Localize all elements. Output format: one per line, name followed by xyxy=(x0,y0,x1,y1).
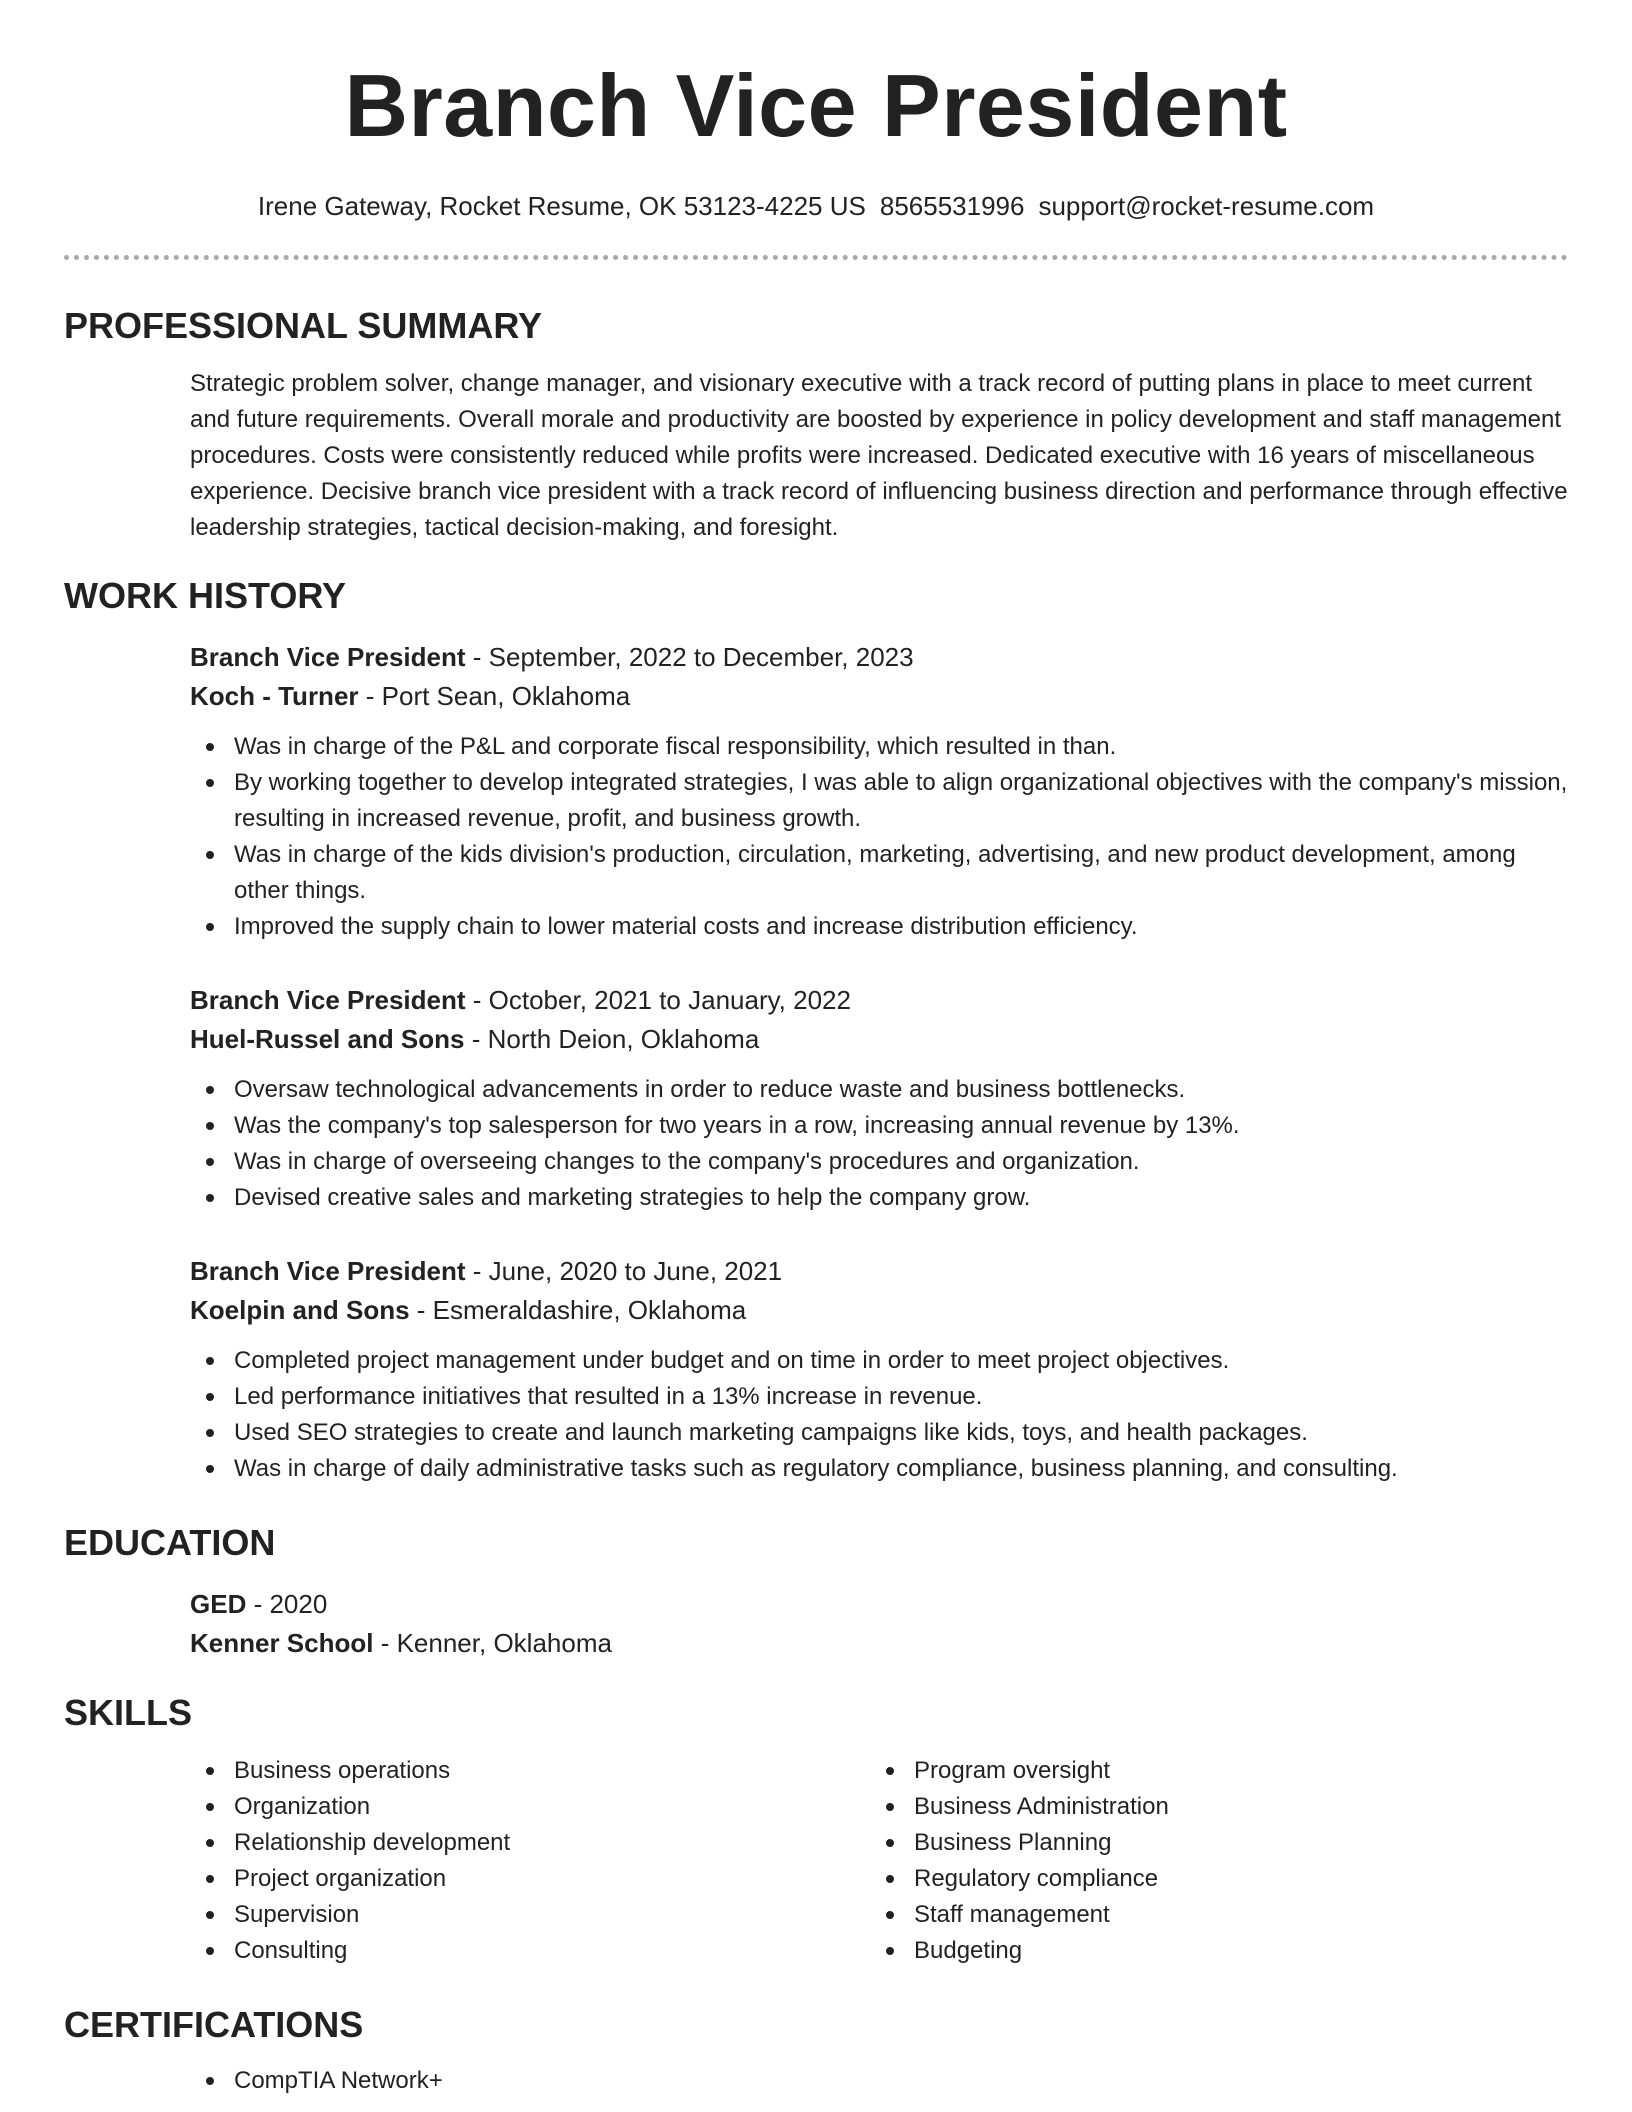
job-location: - Port Sean, Oklahoma xyxy=(358,681,631,711)
job-bullet: Oversaw technological advancements in order to reduce waste and business bottlenecks. xyxy=(190,1072,1568,1108)
certifications-heading: CERTIFICATIONS xyxy=(64,2004,364,2045)
job-dates: - June, 2020 to June, 2021 xyxy=(465,1256,783,1286)
education-heading: EDUCATION xyxy=(64,1522,276,1563)
job-bullet: Was in charge of the P&L and corporate fiscal responsibility, which resulted in than. xyxy=(190,729,1568,765)
skills-column-right xyxy=(870,1753,1169,1969)
job-bullet: Improved the supply chain to lower material costs and increase distribution efficiency. xyxy=(190,909,1568,945)
skill-item: Organization xyxy=(190,1789,870,1825)
education-year: - 2020 xyxy=(246,1589,328,1619)
skill-item: Staff management xyxy=(870,1897,1169,1933)
education-location: - Kenner, Oklahoma xyxy=(373,1628,612,1658)
skill-item: Relationship development xyxy=(190,1825,870,1861)
job-dates: - October, 2021 to January, 2022 xyxy=(465,985,851,1015)
contact-phone: 8565531996 xyxy=(879,191,1025,221)
skill-item: Project organization xyxy=(190,1861,870,1897)
job-role: Branch Vice President xyxy=(190,985,466,1015)
job-bullet: Devised creative sales and marketing strategies to help the company grow. xyxy=(190,1180,1568,1216)
skills-column-left xyxy=(190,1753,870,1969)
job-dates: - September, 2022 to December, 2023 xyxy=(465,642,914,672)
job-company-line xyxy=(190,1020,1568,1059)
skills-heading: SKILLS xyxy=(64,1692,193,1733)
certification-item: CompTIA Network+ xyxy=(190,2063,1568,2099)
job-company-line xyxy=(190,677,1568,716)
job-entry xyxy=(190,1252,1568,1487)
skill-item: Business Administration xyxy=(870,1789,1169,1825)
summary-heading: PROFESSIONAL SUMMARY xyxy=(64,305,543,346)
work-history-heading: WORK HISTORY xyxy=(64,575,347,616)
resume-name: Branch Vice President xyxy=(344,56,1288,155)
skill-item: Program oversight xyxy=(870,1753,1169,1789)
education-degree-line xyxy=(190,1585,1568,1624)
job-company-line xyxy=(190,1291,1568,1330)
certifications-list xyxy=(190,2063,1568,2099)
education-degree: GED xyxy=(190,1589,247,1619)
summary-text: Strategic problem solver, change manager, and visionary executive with a track record of putting plans in place to meet current and future requirements. Overall morale and productivity are boosted by experience in policy development and staff management procedures. Costs were consistently reduced while profits were increased. Dedicated executive with 16 years of miscellaneous experience. Decisive branch vice president with a track record of influencing business direction and performance through effective leadership strategies, tactical decision-making, and foresight. xyxy=(190,370,1568,541)
job-bullets xyxy=(190,1072,1568,1216)
job-bullet: Was in charge of overseeing changes to the company's procedures and organization. xyxy=(190,1144,1568,1180)
skills-list xyxy=(190,1753,1568,1969)
certification-bullets xyxy=(190,2063,1568,2099)
job-bullet: Used SEO strategies to create and launch marketing campaigns like kids, toys, and health packages. xyxy=(190,1415,1568,1451)
skill-item: Business Planning xyxy=(870,1825,1169,1861)
skill-item: Regulatory compliance xyxy=(870,1861,1169,1897)
job-bullet: Was the company's top salesperson for two years in a row, increasing annual revenue by 13%. xyxy=(190,1108,1568,1144)
job-company: Huel-Russel and Sons xyxy=(190,1024,465,1054)
job-company: Koch - Turner xyxy=(190,681,359,711)
header-divider xyxy=(64,255,1568,260)
job-bullet: Led performance initiatives that resulted in a 13% increase in revenue. xyxy=(190,1379,1568,1415)
job-company: Koelpin and Sons xyxy=(190,1295,410,1325)
job-entry xyxy=(190,638,1568,945)
job-entry xyxy=(190,981,1568,1216)
work-history-list xyxy=(190,638,1568,1487)
job-title-line xyxy=(190,981,1568,1020)
job-title-line xyxy=(190,1252,1568,1291)
job-role: Branch Vice President xyxy=(190,642,466,672)
education-entry xyxy=(190,1585,1568,1663)
contact-address: Irene Gateway, Rocket Resume, OK 53123-4225 US xyxy=(257,191,866,221)
job-location: - North Deion, Oklahoma xyxy=(464,1024,760,1054)
job-bullets xyxy=(190,729,1568,945)
contact-line xyxy=(64,190,1568,222)
education-school: Kenner School xyxy=(190,1628,374,1658)
education-school-line xyxy=(190,1624,1568,1663)
job-location: - Esmeraldashire, Oklahoma xyxy=(409,1295,747,1325)
contact-email: support@rocket-resume.com xyxy=(1038,191,1375,221)
job-bullet: Was in charge of the kids division's production, circulation, marketing, advertising, and new product development, among other things. xyxy=(190,837,1568,909)
job-title-line xyxy=(190,638,1568,677)
skill-item: Budgeting xyxy=(870,1933,1169,1969)
job-bullet: Was in charge of daily administrative tasks such as regulatory compliance, business planning, and consulting. xyxy=(190,1451,1568,1487)
job-role: Branch Vice President xyxy=(190,1256,466,1286)
skill-item: Supervision xyxy=(190,1897,870,1933)
job-bullets xyxy=(190,1343,1568,1487)
skill-item: Business operations xyxy=(190,1753,870,1789)
job-bullet: By working together to develop integrated strategies, I was able to align organizational objectives with the company's mission, resulting in increased revenue, profit, and business growth. xyxy=(190,765,1568,837)
job-bullet: Completed project management under budget and on time in order to meet project objectives. xyxy=(190,1343,1568,1379)
skill-item: Consulting xyxy=(190,1933,870,1969)
